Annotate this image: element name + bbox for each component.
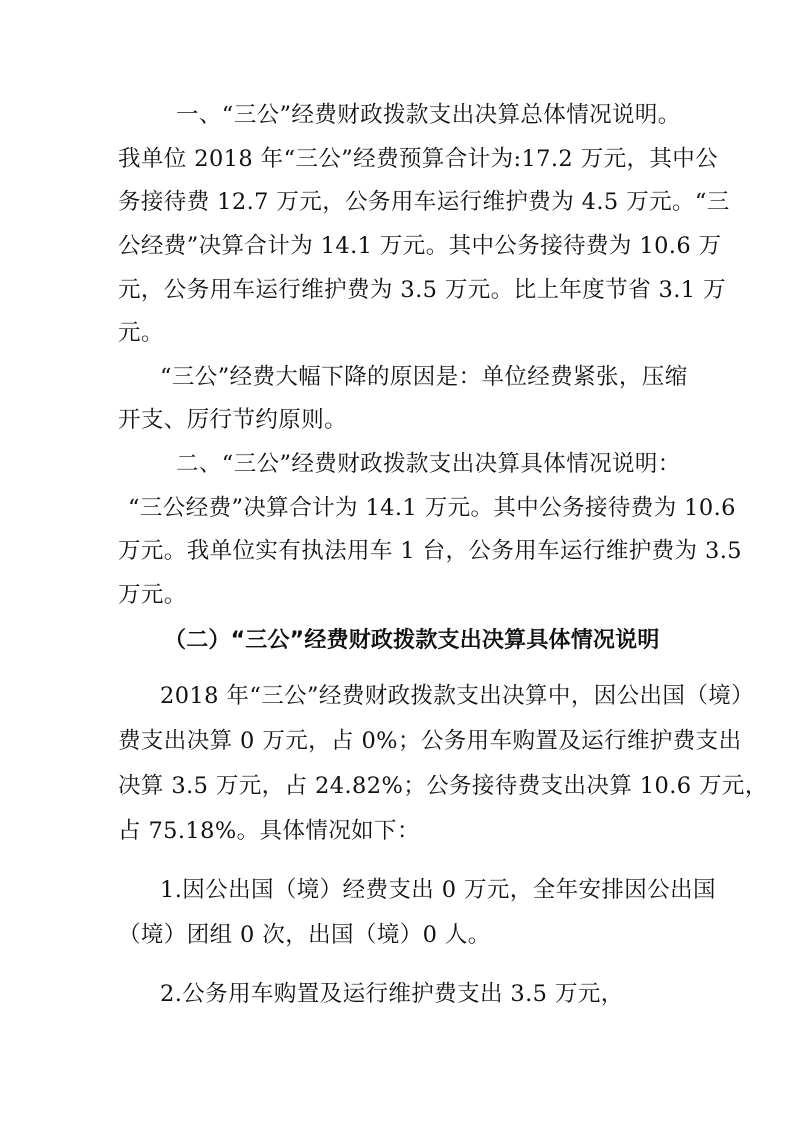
section1-reason-line: 开支、厉行节约原则。 xyxy=(118,407,348,433)
section2-heading: 二、“三公”经费财政拨款支出决算具体情况说明： xyxy=(176,451,681,477)
section3-item2-line: 2.公务用车购置及运行维护费支出 3.5 万元， xyxy=(160,981,624,1007)
section3-para-line: 占 75.18%。具体情况如下： xyxy=(118,818,420,844)
section3-para-line: 决算 3.5 万元，占 24.82%；公务接待费支出决算 10.6 万元， xyxy=(118,773,768,799)
section2-para-line: 万元。我单位实有执法用车 1 台，公务用车运行维护费为 3.5 xyxy=(118,538,742,564)
section1-heading: 一、“三公”经费财政拨款支出决算总体情况说明。 xyxy=(176,102,681,128)
section1-para-line: 元，公务用车运行维护费为 3.5 万元。比上年度节省 3.1 万 xyxy=(118,277,726,303)
section1-reason-line: “三公”经费大幅下降的原因是：单位经费紧张，压缩 xyxy=(160,364,688,390)
section1-para-line: 公经费”决算合计为 14.1 万元。其中公务接待费为 10.6 万 xyxy=(118,233,722,259)
section1-para-line: 务接待费 12.7 万元，公务用车运行维护费为 4.5 万元。“三 xyxy=(118,189,730,215)
section2-para-line: “三公经费”决算合计为 14.1 万元。其中公务接待费为 10.6 xyxy=(128,495,736,521)
section1-para-line: 元。 xyxy=(118,320,164,346)
section1-para-line: 我单位 2018 年“三公”经费预算合计为:17.2 万元，其中公 xyxy=(118,146,719,172)
section3-item1-line: （境）团组 0 次，出国（境）0 人。 xyxy=(118,922,491,948)
section3-para-line: 费支出决算 0 万元，占 0%；公务用车购置及运行维护费支出 xyxy=(118,728,742,754)
section2-para-line: 万元。 xyxy=(118,582,187,608)
section3-item1-line: 1.因公出国（境）经费支出 0 万元，全年安排因公出国 xyxy=(160,877,716,903)
section3-para-line: 2018 年“三公”经费财政拨款支出决算中，因公出国（境） xyxy=(160,683,755,709)
section3-heading: （二）“三公”经费财政拨款支出决算具体情况说明 xyxy=(164,628,660,653)
